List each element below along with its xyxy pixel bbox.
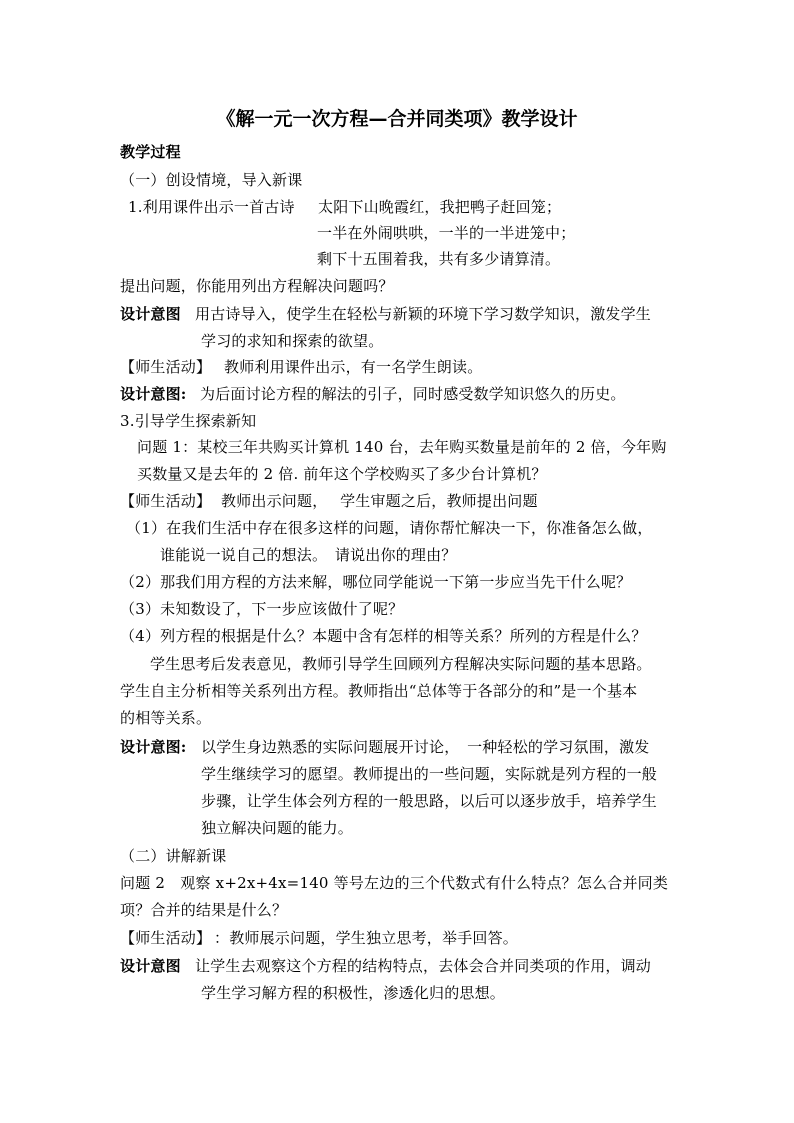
document-title: 《解一元一次方程—合并同类项》教学设计 bbox=[216, 108, 578, 130]
poem-line-3: 剩下十五围着我，共有多少请算清。 bbox=[317, 250, 561, 268]
question-2: （2）那我们用方程的方法来解，哪位同学能说一下第一步应当先干什么呢？ bbox=[120, 573, 632, 591]
section2-heading: （二）讲解新课 bbox=[120, 847, 227, 865]
intent3-line-4: 独立解决问题的能力。 bbox=[201, 819, 354, 837]
activity1-label: 【师生活动】 bbox=[120, 358, 212, 376]
section2-intent-line-1: 让学生去观察这个方程的结构特点，去体会合并同类项的作用，调动 bbox=[195, 957, 652, 975]
section2-intent-label: 设计意图 bbox=[120, 957, 181, 975]
section2-intent-line-2: 学生学习解方程的积极性，渗透化归的思想。 bbox=[201, 984, 506, 1002]
paragraph-line-2: 学生自主分析相等关系列出方程。教师指出“总体等于各部分的和”是一个基本 bbox=[120, 682, 638, 700]
paragraph-line-1: 学生思考后发表意见，教师引导学生回顾列方程解决实际问题的基本思路。 bbox=[150, 655, 652, 673]
section-heading-process: 教学过程 bbox=[120, 143, 181, 161]
activity2-text: 教师出示问题， 学生审题之后，教师提出问题 bbox=[221, 492, 538, 510]
intent1-line-2: 学习的求知和探索的欲望。 bbox=[201, 332, 384, 350]
item1-label: 1.利用课件出示一首古诗 bbox=[128, 198, 295, 216]
poem-line-1: 太阳下山晚霞红，我把鸭子赶回笼； bbox=[318, 198, 562, 216]
section2-activity-text: ：教师展示问题，学生独立思考，举手回答。 bbox=[214, 929, 519, 947]
question-1-line-2: 谁能说一说自己的想法。 请说出你的理由？ bbox=[160, 546, 457, 564]
intent1-label: 设计意图 bbox=[120, 305, 181, 323]
question-1-line-1: （1）在我们生活中存在很多这样的问题，请你帮忙解决一下，你准备怎么做， bbox=[126, 519, 653, 537]
intent3-line-3: 步骤，让学生体会列方程的一般思路，以后可以逐步放手，培养学生 bbox=[201, 792, 658, 810]
paragraph-line-3: 的相等关系。 bbox=[120, 709, 212, 727]
section1-heading: （一）创设情境，导入新课 bbox=[120, 171, 303, 189]
activity2-label: 【师生活动】 bbox=[120, 492, 212, 510]
intent3-line-2: 学生继续学习的愿望。教师提出的一些问题，实际就是列方程的一般 bbox=[201, 765, 658, 783]
problem1-line-1: 问题 1：某校三年共购买计算机 140 台，去年购买数量是前年的 2 倍，今年购 bbox=[137, 438, 667, 456]
problem2-line-2: 项？合并的结果是什么？ bbox=[120, 901, 288, 919]
problem1-line-2: 买数量又是去年的 2 倍. 前年这个学校购买了多少台计算机？ bbox=[137, 465, 547, 483]
question-text: 提出问题，你能用列出方程解决问题吗？ bbox=[120, 277, 394, 295]
activity1-text: 教师利用课件出示，有一名学生朗读。 bbox=[224, 358, 483, 376]
intent2-text: 为后面讨论方程的解法的引子，同时感受数学知识悠久的历史。 bbox=[200, 385, 626, 403]
item3-label: 3.引导学生探索新知 bbox=[120, 412, 257, 430]
question-4: （4）列方程的根据是什么？本题中含有怎样的相等关系？所列的方程是什么？ bbox=[120, 627, 647, 645]
poem-line-2: 一半在外闹哄哄，一半的一半进笼中； bbox=[317, 224, 576, 242]
question-3: （3）未知数设了，下一步应该做什了呢？ bbox=[120, 600, 404, 618]
intent3-label: 设计意图: bbox=[120, 738, 187, 756]
intent3-line-1: 以学生身边熟悉的实际问题展开讨论， 一种轻松的学习氛围，激发 bbox=[201, 738, 650, 756]
problem2-line-1: 问题 2 观察 x+2x+4x=140 等号左边的三个代数式有什么特点？怎么合并同类 bbox=[120, 874, 669, 892]
intent2-label: 设计意图: bbox=[120, 385, 187, 403]
intent1-line-1: 用古诗导入，使学生在轻松与新颖的环境下学习数学知识，激发学生 bbox=[195, 305, 652, 323]
section2-activity-label: 【师生活动】 bbox=[120, 929, 212, 947]
